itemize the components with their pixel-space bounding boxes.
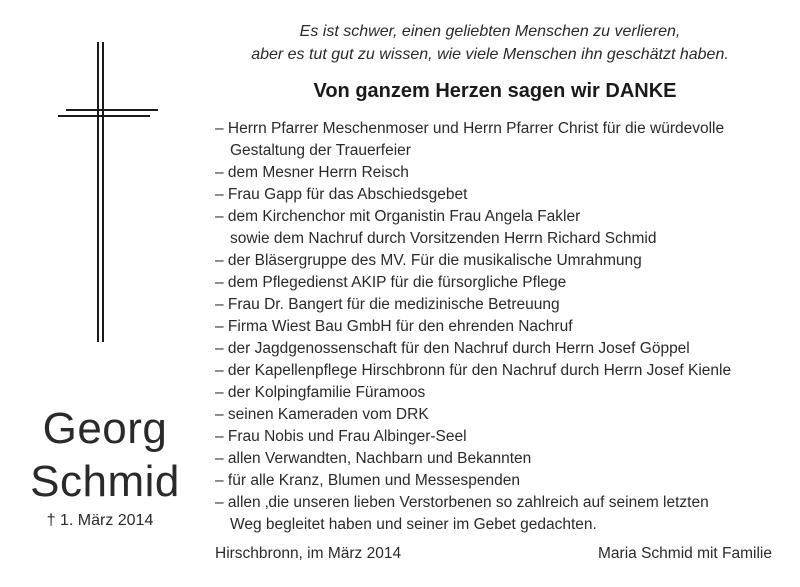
thanks-item: – Frau Dr. Bangert für die medizinische Betreuung [215, 296, 560, 313]
quote-line: aber es tut gut zu wissen, wie viele Menschen ihn geschätzt haben. [251, 46, 729, 63]
quote-line: Es ist schwer, einen geliebten Menschen zu verlieren, [299, 23, 681, 40]
deceased-first-name: Georg [42, 404, 168, 453]
thanks-item: – Frau Nobis und Frau Albinger-Seel [215, 428, 467, 445]
thanks-item-continuation: Gestaltung der Trauerfeier [230, 142, 411, 159]
thanks-list [215, 118, 795, 536]
thanks-item: – der Bläsergruppe des MV. Für die musikalische Umrahmung [215, 252, 642, 269]
thanks-item: – Firma Wiest Bau GmbH für den ehrenden Nachruf [215, 318, 573, 335]
thanks-item: – der Kolpingfamilie Füramoos [215, 384, 426, 401]
place-date: Hirschbronn, im März 2014 [215, 545, 402, 562]
thanks-item: – seinen Kameraden vom DRK [215, 406, 429, 423]
cross-horizontal-bar [58, 115, 150, 117]
thanks-item: – der Jagdgenossenschaft für den Nachruf durch Herrn Josef Göppel [215, 340, 690, 357]
cross-vertical-bar [97, 42, 99, 342]
double-cross-icon [58, 42, 158, 342]
thanks-item: – für alle Kranz, Blumen und Messespenden [215, 472, 521, 489]
thanks-item: – dem Kirchenchor mit Organistin Frau Angela Fakler [215, 208, 581, 225]
cross-vertical-bar [102, 42, 104, 342]
thanks-item: – der Kapellenpflege Hirschbronn für den Nachruf durch Herrn Josef Kienle [215, 362, 732, 379]
thanks-item: – allen Verwandten, Nachbarn und Bekannten [215, 450, 532, 467]
thanks-item: – allen ‚die unseren lieben Verstorbenen so zahlreich auf seinem letzten [215, 494, 709, 511]
thanks-item: – Herrn Pfarrer Meschenmoser und Herrn Pfarrer Christ für die würdevolle [215, 120, 725, 137]
quote [210, 20, 770, 66]
thanks-item: – dem Mesner Herrn Reisch [215, 164, 409, 181]
deceased-last-name: Schmid [30, 457, 180, 506]
cross-horizontal-bar [66, 109, 158, 111]
headline: Von ganzem Herzen sagen wir DANKE [313, 80, 677, 102]
death-date: † 1. März 2014 [46, 512, 154, 529]
signature: Maria Schmid mit Familie [598, 545, 772, 562]
thanks-item-continuation: sowie dem Nachruf durch Vorsitzenden Herrn Richard Schmid [230, 230, 657, 247]
thanks-item: – dem Pflegedienst AKIP für die fürsorgliche Pflege [215, 274, 567, 291]
thanks-item: – Frau Gapp für das Abschiedsgebet [215, 186, 468, 203]
thanks-item-continuation: Weg begleitet haben und seiner im Gebet gedachten. [230, 516, 597, 533]
